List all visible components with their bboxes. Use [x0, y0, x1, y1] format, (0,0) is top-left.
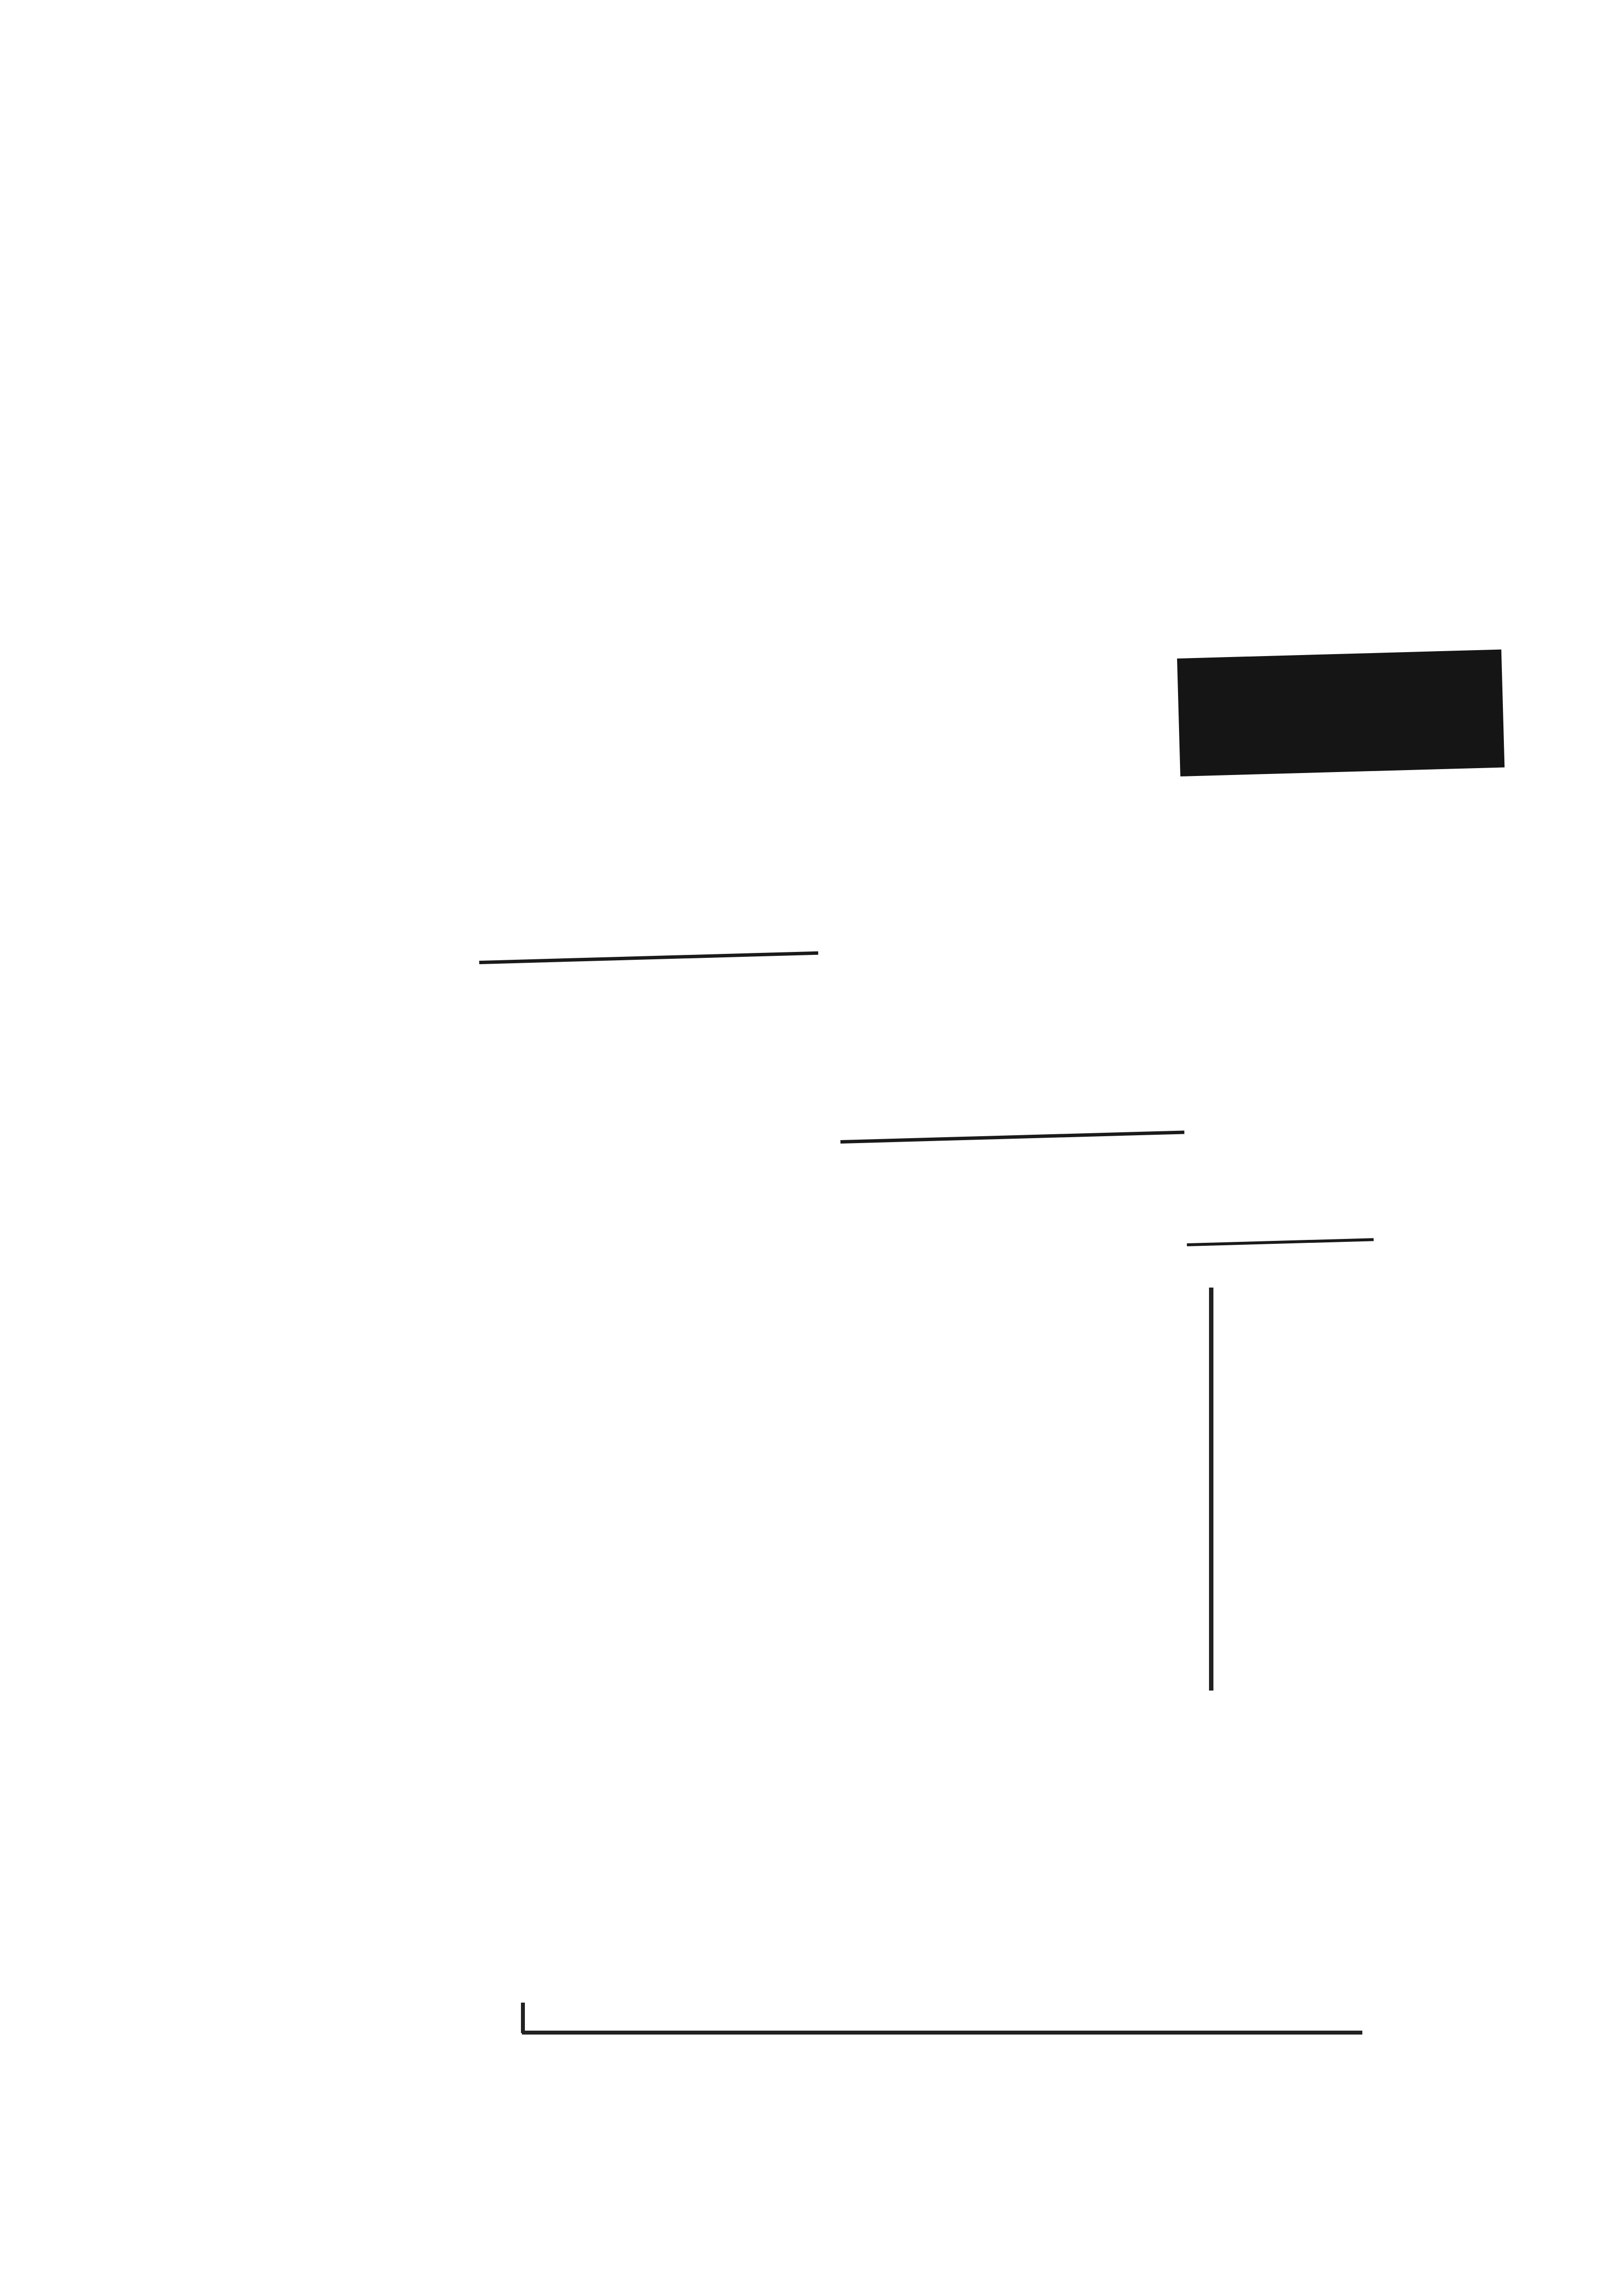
corner-mark [521, 2003, 525, 2033]
tirante-body [484, 1003, 828, 1012]
main-article-body [445, 80, 1123, 106]
divider-rule [840, 1130, 1184, 1144]
bottom-rule [522, 2031, 1362, 2035]
sugestao-body [853, 1219, 1199, 1229]
vertical-rule [1209, 1288, 1213, 1691]
tirante-cont-body [838, 934, 1177, 944]
column-end-rule [1187, 1238, 1374, 1246]
viva-headline [1177, 650, 1504, 776]
continuation-body [1148, 57, 1501, 66]
divider-rule [479, 951, 818, 964]
sugestao-headline [845, 1148, 1189, 1157]
